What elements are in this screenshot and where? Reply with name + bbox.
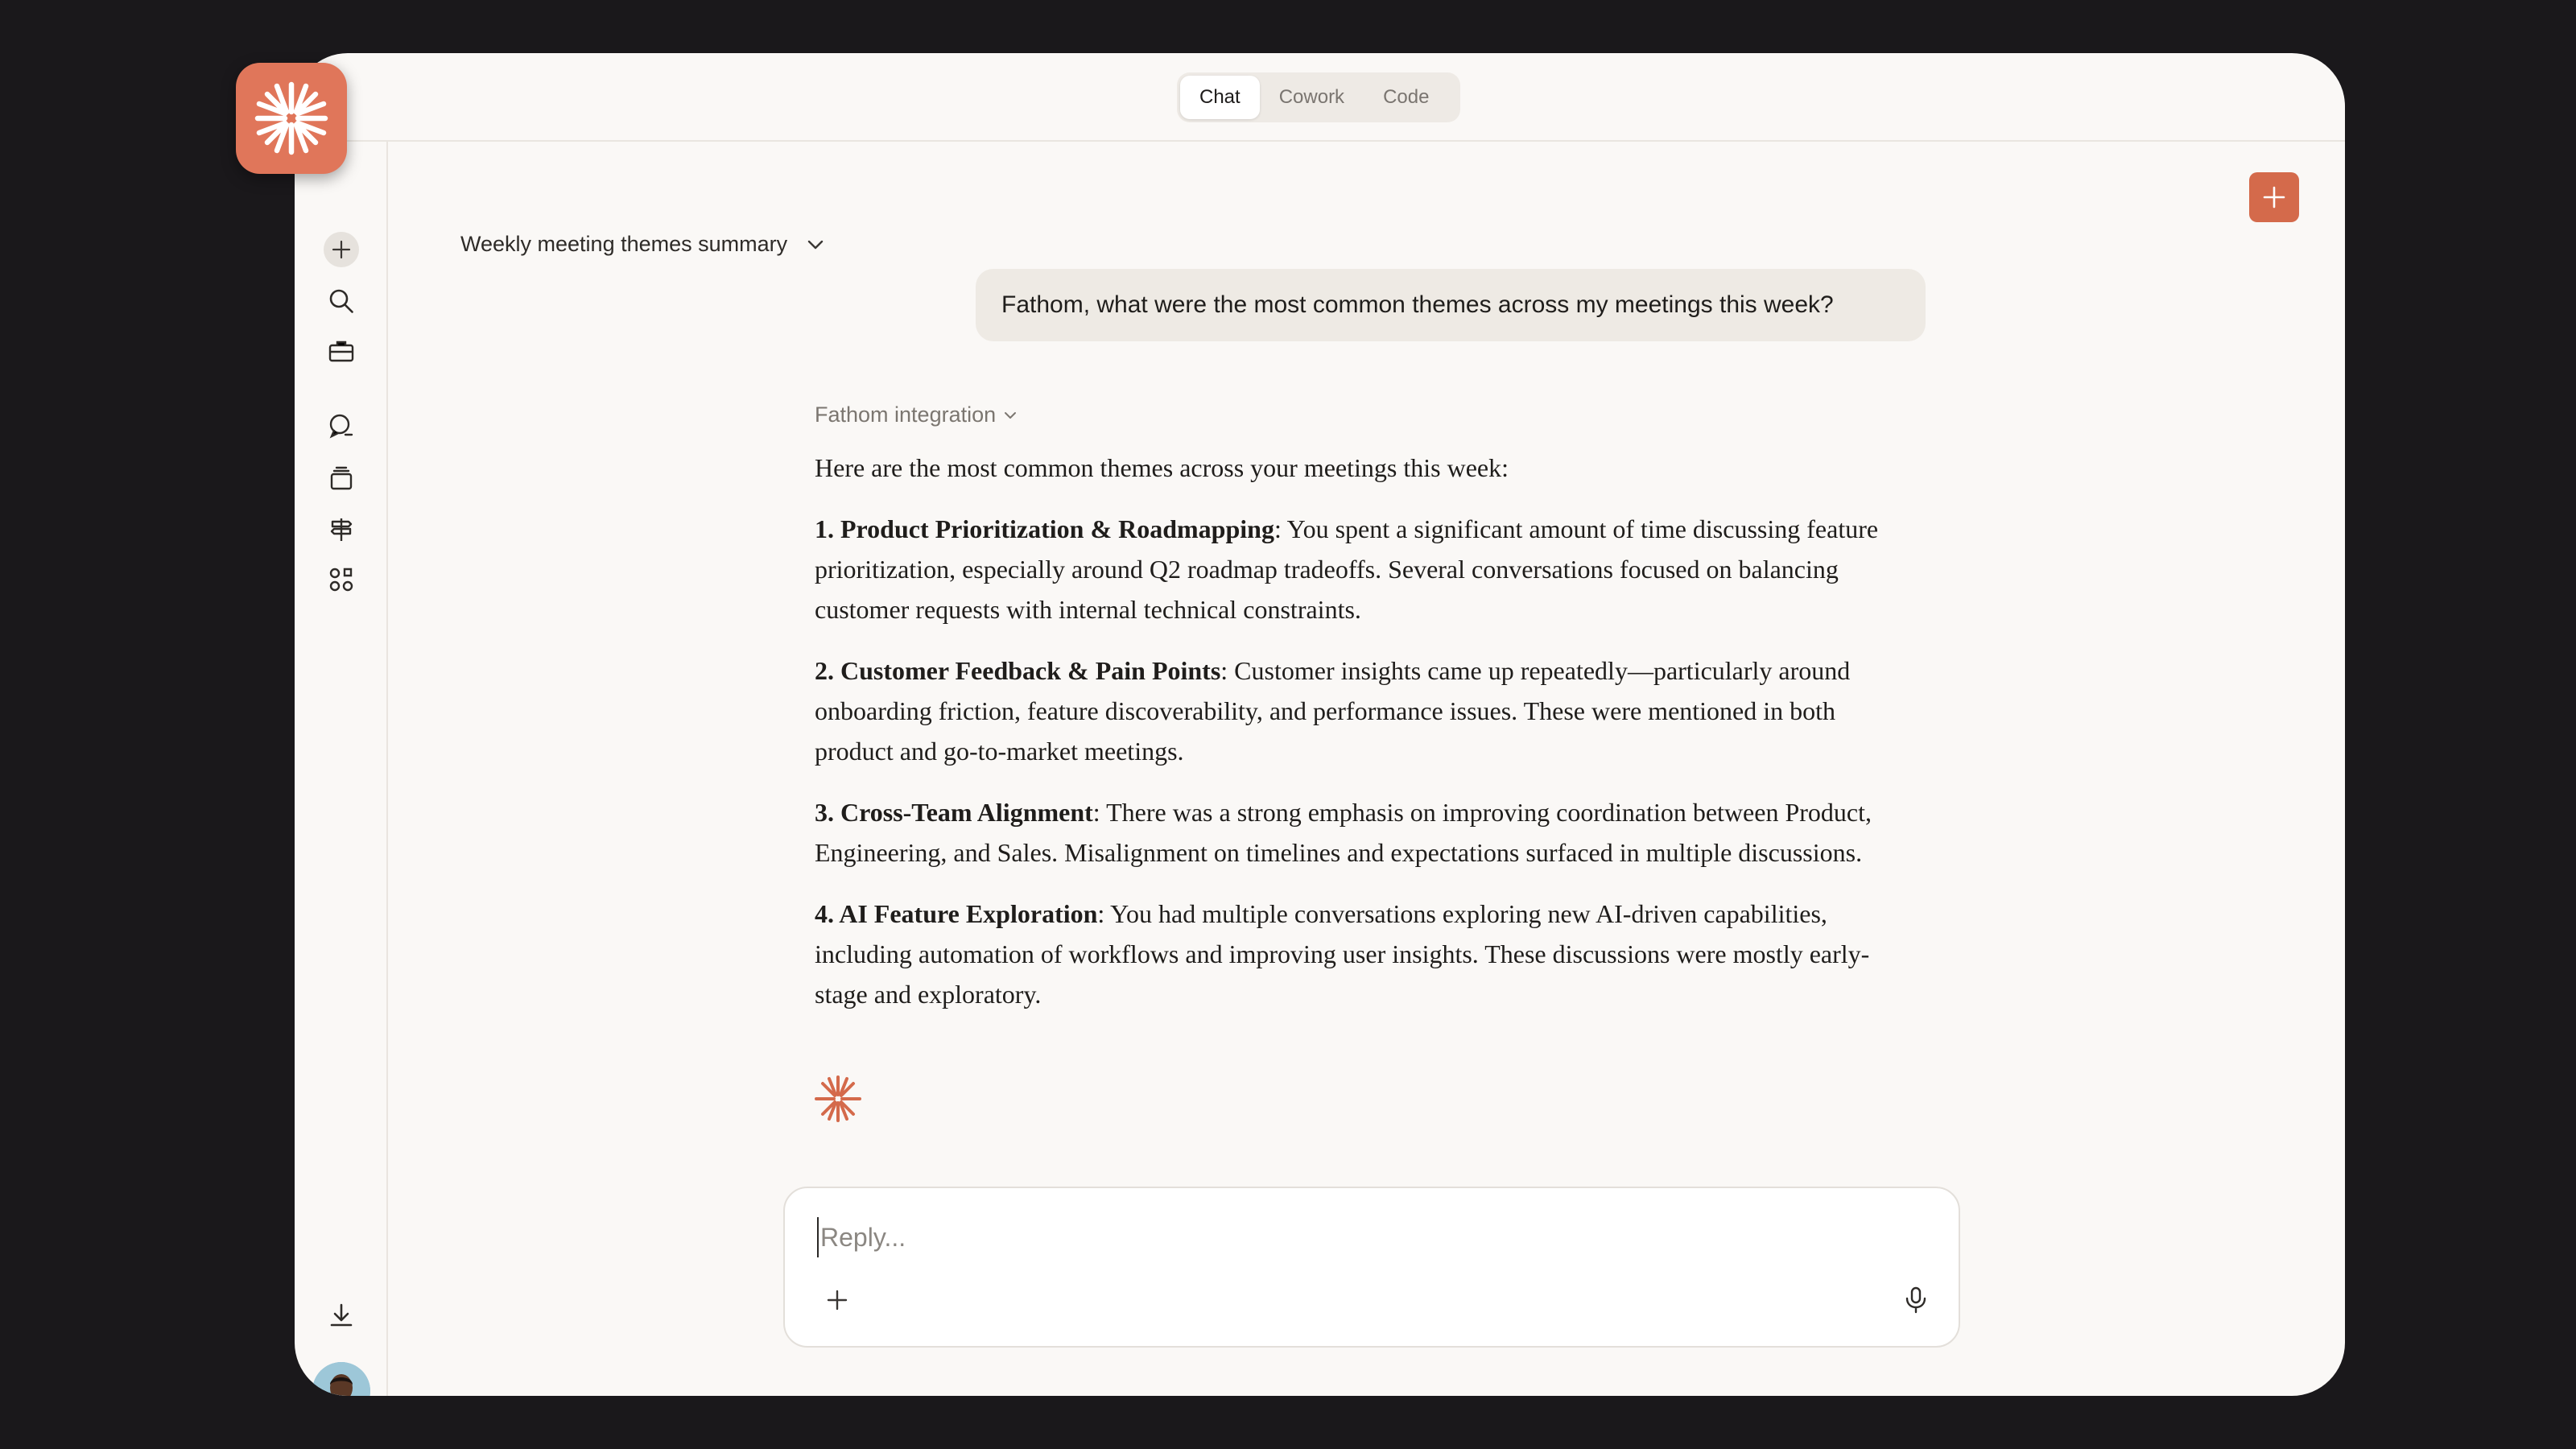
chevron-down-icon bbox=[807, 239, 824, 250]
theme-text: : You spent a significant amount of time discussing feature prioritization, especially around Q2 roadmap tradeoffs. Several conversations focused on balancing customer requests with internal technical constraints. bbox=[815, 514, 1879, 624]
plus-icon bbox=[331, 239, 352, 260]
theme-heading: 2. Customer Feedback & Pain Points bbox=[815, 656, 1221, 685]
integration-label: Fathom integration bbox=[815, 402, 997, 427]
user-message bbox=[976, 269, 1926, 341]
download-icon bbox=[328, 1302, 355, 1329]
plus-icon bbox=[825, 1288, 849, 1312]
signpost-button[interactable] bbox=[324, 512, 359, 547]
theme-item bbox=[815, 792, 1893, 873]
theme-text: : You had multiple conversations exploring new AI-driven capabilities, including automation of workflows and improving user insights. These discussions were mostly early-stage and exploratory. bbox=[815, 899, 1870, 1009]
projects-button[interactable] bbox=[324, 460, 359, 496]
signpost-icon bbox=[328, 516, 355, 543]
response-intro: Here are the most common themes across your meetings this week: bbox=[815, 453, 1509, 482]
search-button[interactable] bbox=[324, 283, 359, 319]
chats-icon bbox=[328, 413, 355, 440]
apps-icon bbox=[328, 566, 355, 593]
reply-input[interactable] bbox=[817, 1217, 1864, 1257]
mode-switcher bbox=[1177, 72, 1460, 122]
new-chat-button[interactable] bbox=[2249, 172, 2299, 222]
chats-button[interactable] bbox=[324, 409, 359, 444]
assistant-response bbox=[815, 448, 1893, 1035]
user-message-text: Fathom, what were the most common themes across my meetings this week? bbox=[1001, 291, 1834, 318]
attach-button[interactable] bbox=[817, 1280, 857, 1320]
voice-input-button[interactable] bbox=[1896, 1280, 1936, 1320]
theme-item bbox=[815, 650, 1893, 771]
toolbox-icon bbox=[328, 337, 355, 365]
chevron-down-icon bbox=[1004, 411, 1017, 420]
microphone-icon bbox=[1904, 1286, 1928, 1314]
theme-heading: 3. Cross-Team Alignment bbox=[815, 798, 1093, 827]
apps-button[interactable] bbox=[324, 562, 359, 597]
app-window bbox=[295, 53, 2345, 1396]
conversation-title-dropdown[interactable] bbox=[460, 232, 824, 257]
theme-heading: 1. Product Prioritization & Roadmapping bbox=[815, 514, 1274, 543]
theme-text: : Customer insights came up repeatedly—particularly around onboarding friction, feature discoverability, and performance issues. These were mentioned in both product and go-to-market meetings. bbox=[815, 656, 1851, 766]
reply-composer bbox=[783, 1187, 1960, 1348]
integration-toggle[interactable] bbox=[815, 402, 1017, 427]
new-chat-sidebar-button[interactable] bbox=[324, 232, 359, 267]
search-icon bbox=[328, 287, 355, 315]
theme-heading: 4. AI Feature Exploration bbox=[815, 899, 1098, 928]
tab-cowork[interactable]: Cowork bbox=[1278, 86, 1345, 108]
top-bar bbox=[295, 53, 2345, 142]
avatar[interactable] bbox=[312, 1362, 370, 1396]
plus-icon bbox=[2262, 185, 2286, 209]
claude-logo-icon bbox=[251, 78, 332, 159]
tab-code[interactable]: Code bbox=[1383, 86, 1430, 108]
projects-icon bbox=[328, 464, 355, 492]
theme-item bbox=[815, 509, 1893, 630]
sidebar bbox=[295, 142, 388, 1396]
assistant-spark-icon bbox=[813, 1074, 863, 1124]
conversation-title: Weekly meeting themes summary bbox=[460, 232, 788, 256]
tab-chat[interactable]: Chat bbox=[1180, 76, 1260, 119]
download-button[interactable] bbox=[324, 1298, 359, 1333]
toolbox-button[interactable] bbox=[324, 333, 359, 369]
app-logo-badge bbox=[236, 63, 347, 174]
theme-text: : There was a strong emphasis on improving coordination between Product, Engineering, and Sales. Misalignment on timelines and expectations surfaced in multiple discussions. bbox=[815, 798, 1872, 867]
user-avatar-icon bbox=[312, 1362, 370, 1396]
theme-item bbox=[815, 894, 1893, 1014]
